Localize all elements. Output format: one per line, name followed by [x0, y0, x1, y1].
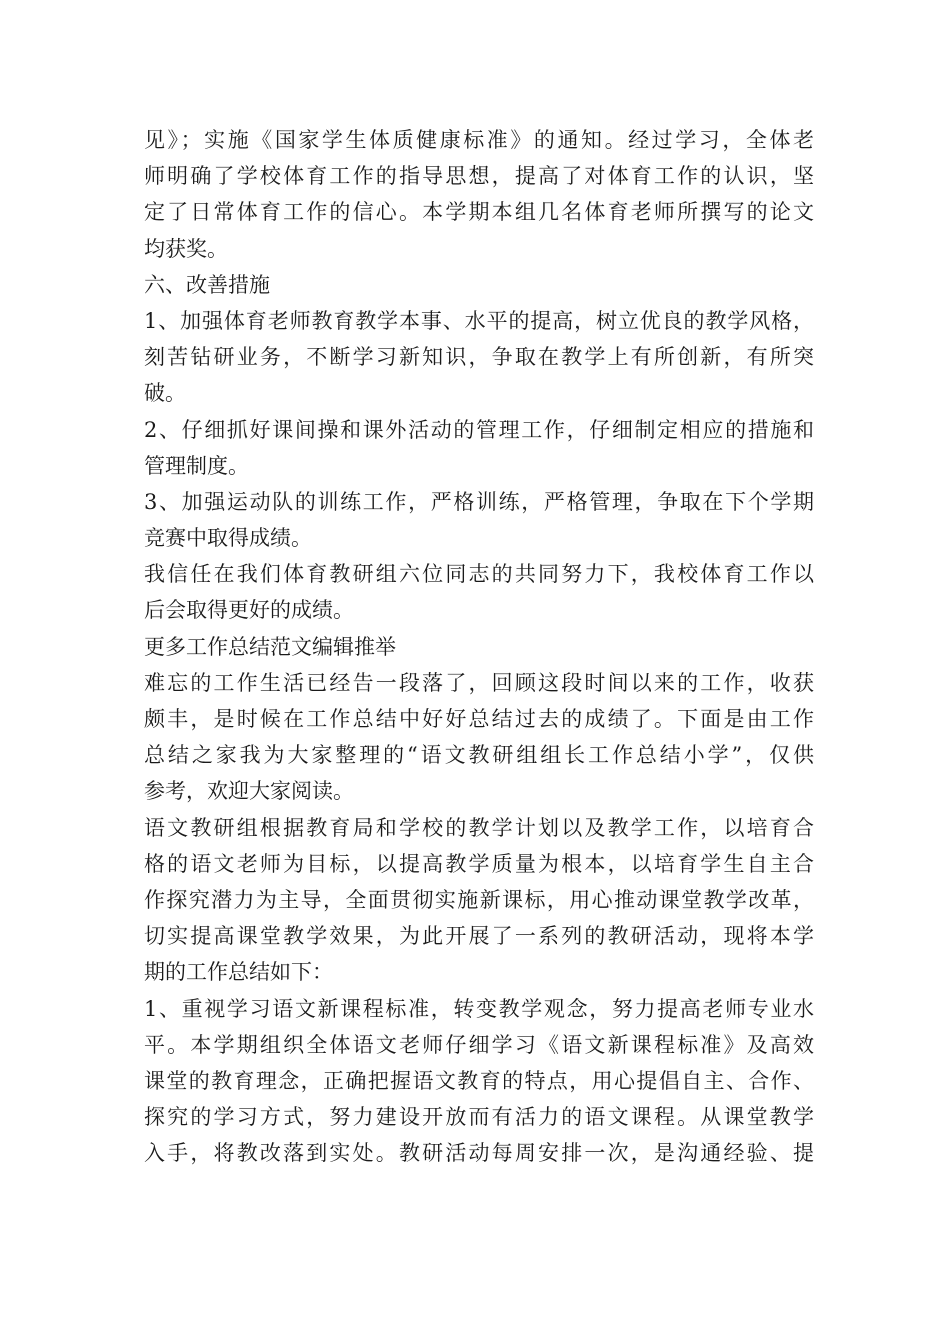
text-line: 更多工作总结范文编辑推举: [144, 634, 396, 659]
text-line: 1、加强体育老师教育教学本事、水平的提高，树立优良的教学风格，: [144, 308, 814, 333]
text-line: 作探究潜力为主导，全面贯彻实施新课标，用心推动课堂教学改革，: [144, 887, 814, 912]
text-line: 管理制度。: [144, 453, 249, 478]
text-line: 1、重视学习语文新课程标准，转变教学观念，努力提高老师专业水: [144, 996, 814, 1021]
text-line: 颇丰，是时候在工作总结中好好总结过去的成绩了。下面是由工作: [144, 707, 814, 731]
text-line: 入手，将教改落到实处。教研活动每周安排一次，是沟通经验、提: [144, 1141, 814, 1166]
text-line: 竞赛中取得成绩。: [144, 526, 312, 551]
text-line: 后会取得更好的成绩。: [144, 598, 354, 623]
text-line: 课堂的教育理念，正确把握语文教育的特点，用心提倡自主、合作、: [144, 1068, 814, 1093]
text-line: 切实提高课堂教学效果，为此开展了一系列的教研活动，现将本学: [144, 924, 814, 949]
text-line: 参考，欢迎大家阅读。: [144, 779, 354, 804]
text-line: 格的语文老师为目标，以提高教学质量为根本，以培育学生自主合: [144, 851, 814, 876]
text-line: 我信任在我们体育教研组六位同志的共同努力下，我校体育工作以: [144, 562, 814, 587]
text-line: 均获奖。: [144, 236, 228, 261]
text-line: 见》；实施《国家学生体质健康标准》的通知。经过学习，全体老: [144, 128, 814, 152]
text-line: 破。: [144, 381, 186, 406]
text-line: 2、仔细抓好课间操和课外活动的管理工作，仔细制定相应的措施和: [144, 417, 814, 442]
document-body: [144, 122, 814, 1171]
text-line: 期的工作总结如下：: [144, 960, 333, 985]
text-line: 总结之家我为大家整理的“语文教研组组长工作总结小学”，仅供: [144, 743, 814, 768]
text-line: 六、改善措施: [144, 272, 270, 297]
text-line: 语文教研组根据教育局和学校的教学计划以及教学工作，以培育合: [144, 815, 814, 840]
text-line: 刻苦钻研业务，不断学习新知识，争取在教学上有所创新，有所突: [144, 345, 814, 370]
text-line: 3、加强运动队的训练工作，严格训练，严格管理，争取在下个学期: [144, 489, 814, 514]
text-line: 师明确了学校体育工作的指导思想，提高了对体育工作的认识，坚: [144, 164, 814, 189]
text-line: 探究的学习方式，努力建设开放而有活力的语文课程。从课堂教学: [144, 1105, 814, 1130]
text-line: 定了日常体育工作的信心。本学期本组几名体育老师所撰写的论文: [144, 200, 814, 225]
text-line: 平。本学期组织全体语文老师仔细学习《语文新课程标准》及高效: [144, 1032, 814, 1057]
text-line: 难忘的工作生活已经告一段落了，回顾这段时间以来的工作，收获: [144, 670, 814, 695]
